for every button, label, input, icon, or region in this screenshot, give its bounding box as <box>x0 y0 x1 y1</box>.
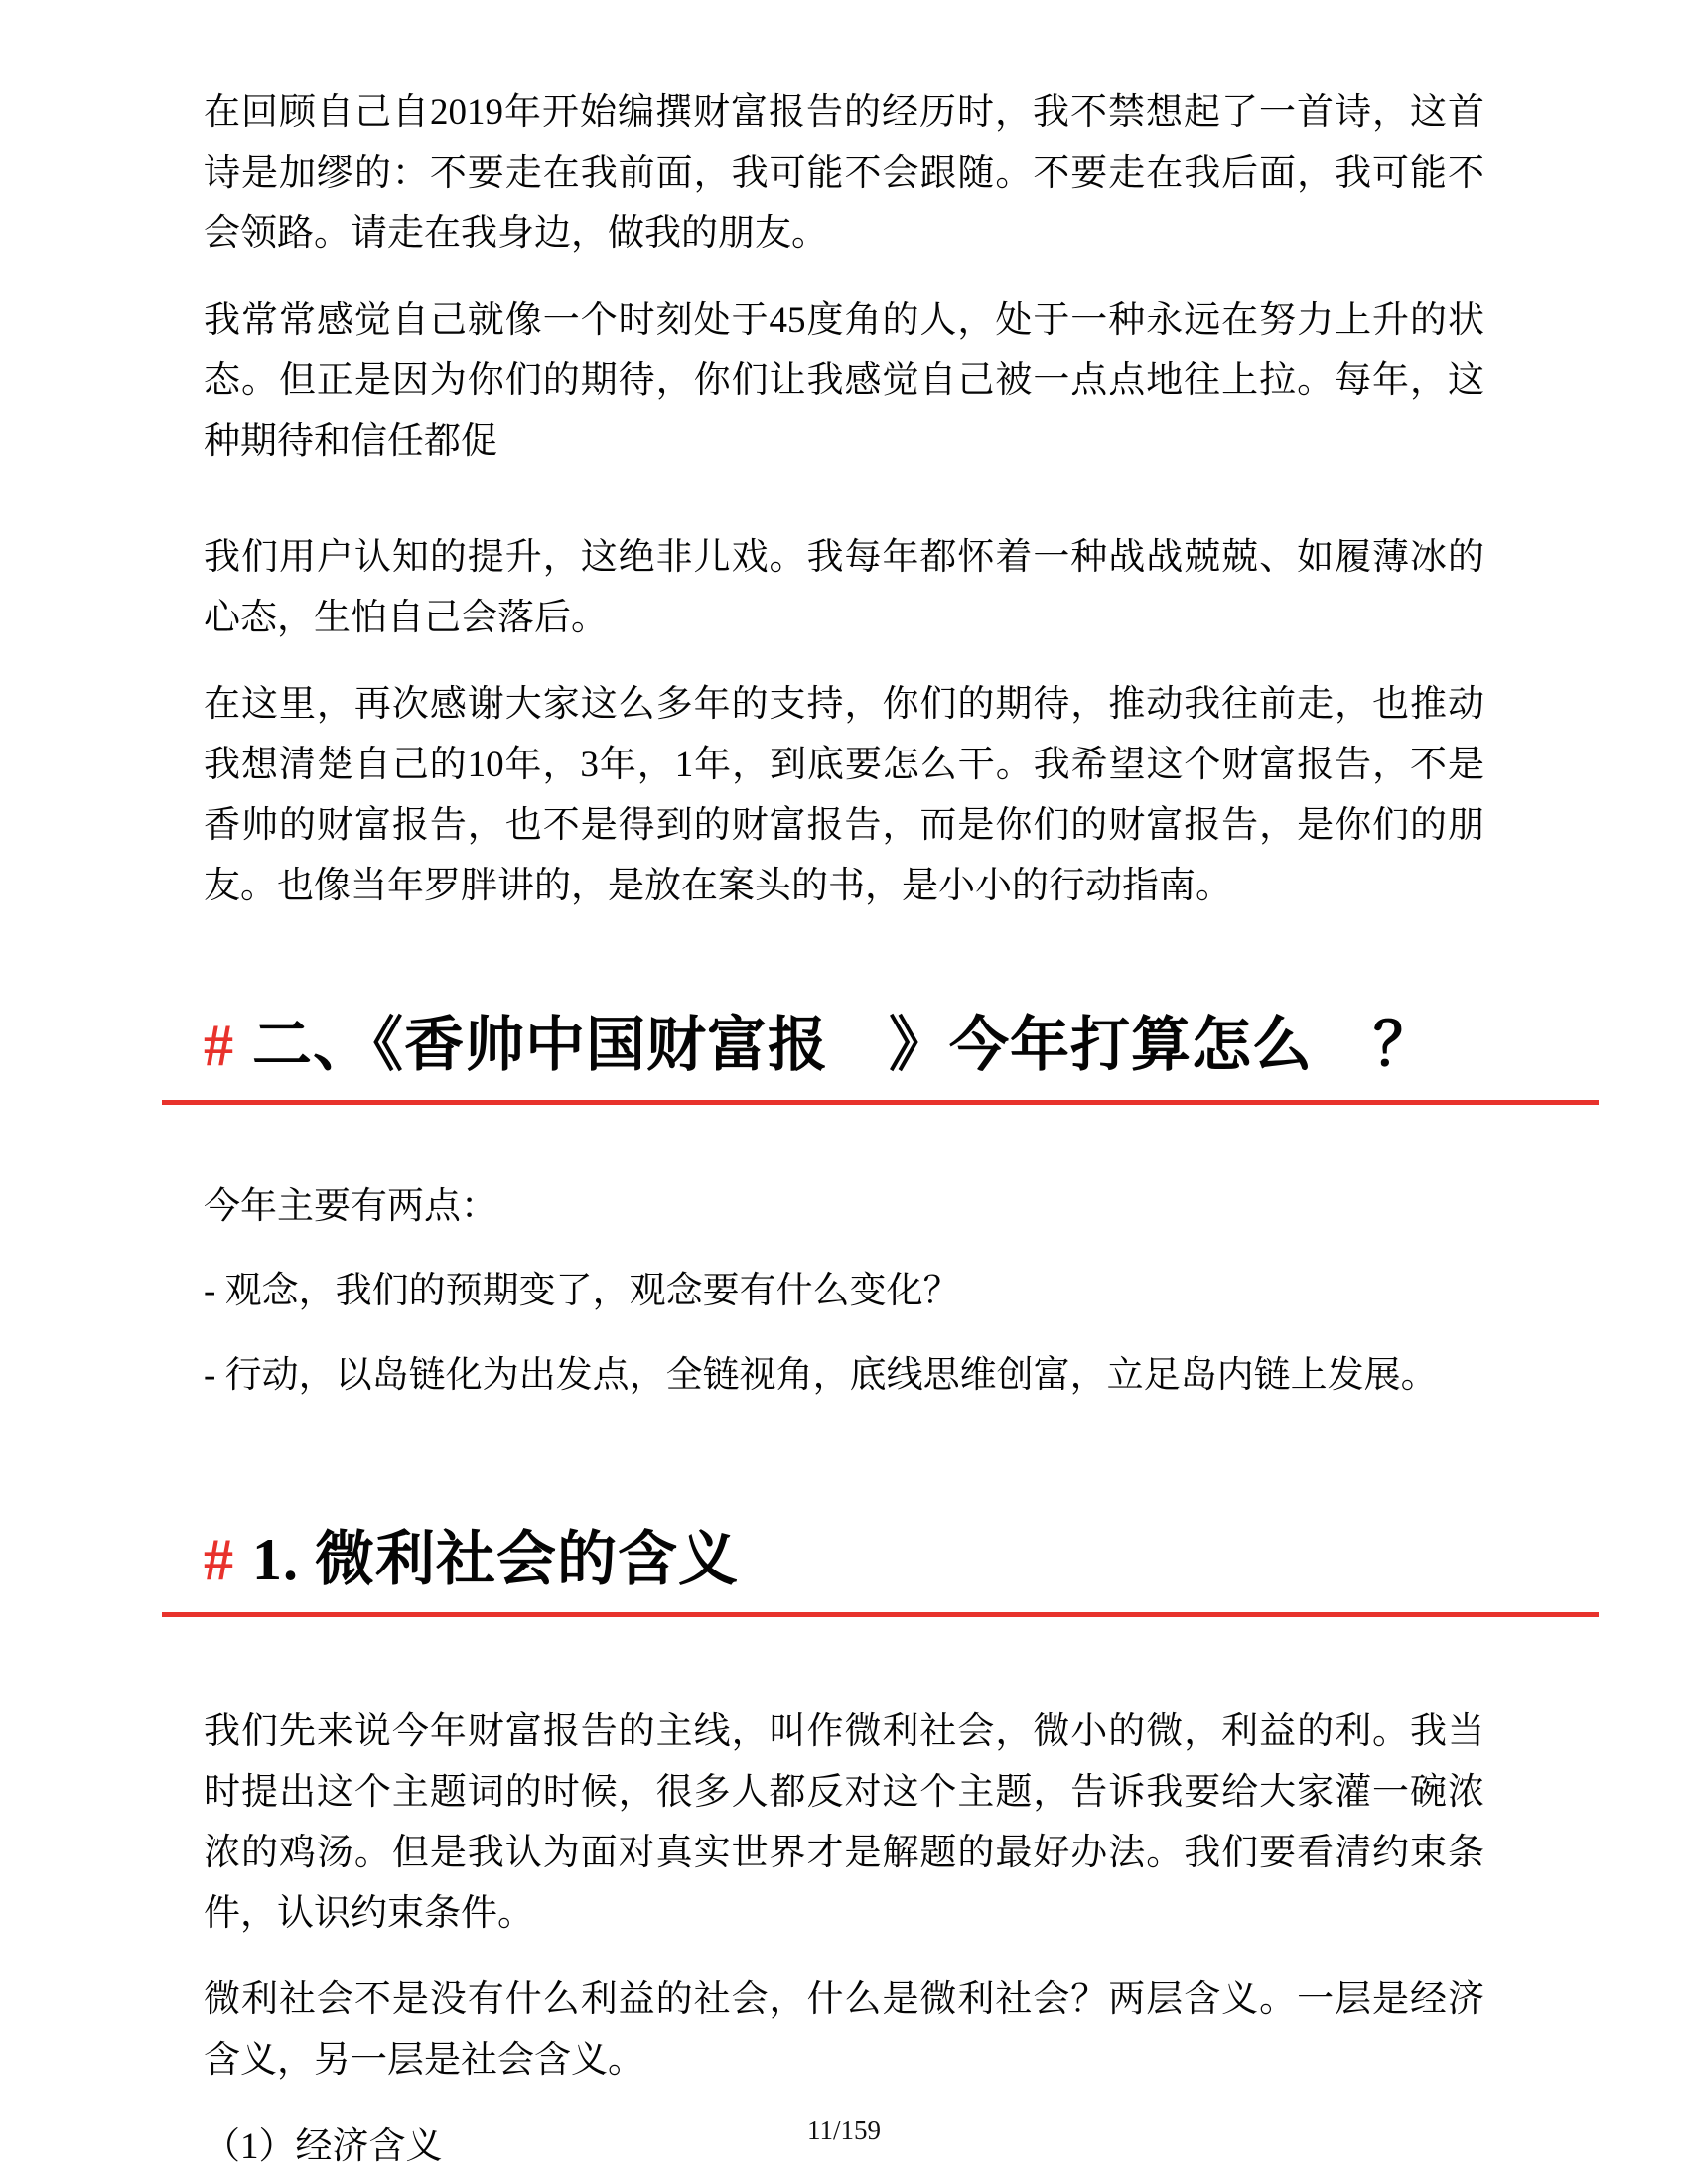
page-footer <box>0 2116 1688 2146</box>
intro-paragraph-2: 我常常感觉自己就像一个时刻处于45度角的人，处于一种永远在努力上升的状态。但正是因为你们的期待，你们让我感觉自己被一点点地往上拉。每年，这种期待和信任都促 <box>204 300 1484 462</box>
section-1-lead: 今年主要有两点： <box>204 1186 497 1227</box>
section-1-title: 二、《香帅中国财富报 》今年打算怎么 ？ <box>252 1013 1434 1078</box>
hash-mark: # <box>204 1013 234 1078</box>
section-2-title: 1. 微利社会的含义 <box>252 1527 739 1592</box>
heading-underline <box>162 1612 1599 1617</box>
hash-mark: # <box>204 1527 234 1592</box>
section-1-bullet-2: - 行动，以岛链化为出发点，全链视角，底线思维创富，立足岛内链上发展。 <box>204 1355 1438 1396</box>
section-2-paragraph-2: 微利社会不是没有什么利益的社会，什么是微利社会？两层含义。一层是经济含义，另一层是社会含义。 <box>204 1979 1484 2081</box>
intro-paragraph-3: 我们用户认知的提升，这绝非儿戏。我每年都怀着一种战战兢兢、如履薄冰的心态，生怕自己会落后。 <box>204 537 1484 638</box>
page-indicator: 11/159 <box>807 2116 881 2145</box>
intro-paragraph-1: 在回顾自己自2019年开始编撰财富报告的经历时，我不禁想起了一首诗，这首诗是加缪的：不要走在我前面，我可能不会跟随。不要走在我后面，我可能不会领路。请走在我身边，做我的朋友。 <box>204 92 1484 254</box>
heading-underline <box>162 1100 1599 1105</box>
section-1-bullet-1: - 观念，我们的预期变了，观念要有什么变化？ <box>204 1271 960 1311</box>
section-2-paragraph-1: 我们先来说今年财富报告的主线，叫作微利社会，微小的微，利益的利。我当时提出这个主题词的时候，很多人都反对这个主题，告诉我要给大家灌一碗浓浓的鸡汤。但是我认为面对真实世界才是解题的最好办法。我们要看清约束条件，认识约束条件。 <box>204 1711 1484 1934</box>
intro-paragraph-4: 在这里，再次感谢大家这么多年的支持，你们的期待，推动我往前走，也推动我想清楚自己的10年，3年，1年，到底要怎么干。我希望这个财富报告，不是香帅的财富报告，也不是得到的财富报告，而是你们的财富报告，是你们的朋友。也像当年罗胖讲的，是放在案头的书，是小小的行动指南。 <box>204 684 1484 906</box>
section-2-subheading: （1）经济含义 <box>204 2126 443 2167</box>
section-2-heading <box>204 1525 1484 1594</box>
section-1-heading <box>204 1011 1484 1080</box>
